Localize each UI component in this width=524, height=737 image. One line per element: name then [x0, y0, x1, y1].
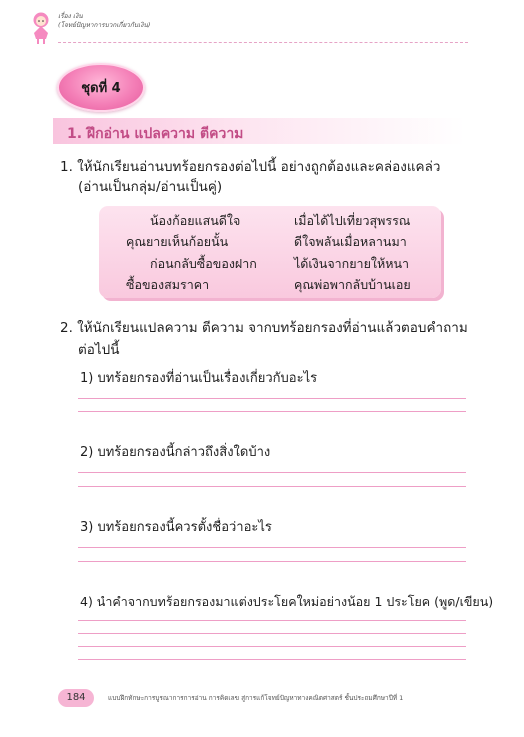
poem-left-line: คุณยายเห็นก้อยนั้น [126, 234, 229, 249]
poem-left-line: ซื้อของสมราคา [126, 277, 210, 292]
answer-line[interactable] [78, 646, 466, 647]
answer-line[interactable] [78, 561, 466, 562]
sub-question-2: 2) บทร้อยกรองนี้กล่าวถึงสิ่งใดบ้าง [80, 445, 271, 460]
poem-right-line: ได้เงินจากยายให้หนา [294, 256, 410, 271]
answer-line[interactable] [78, 547, 466, 548]
header-subtitle: (โจทย์ปัญหาการบวกเกี่ยวกับเงิน) [58, 21, 151, 29]
answer-line[interactable] [78, 486, 466, 487]
page-number: 184 [66, 692, 86, 703]
question-1-line-2: (อ่านเป็นกลุ่ม/อ่านเป็นคู่) [78, 179, 223, 195]
footer-text: แบบฝึกทักษะการบูรณาการการอ่าน การคิดเลข สู่การแก้โจทย์ปัญหาทางคณิตศาสตร์ ชั้นประถมศึกษาปีที่ 1 [108, 694, 404, 702]
section-title: 1. ฝึกอ่าน แปลความ ตีความ [67, 126, 244, 142]
poem-right-line: ดีใจพลันเมื่อหลานมา [294, 234, 407, 249]
header-divider [58, 42, 468, 43]
answer-line[interactable] [78, 620, 466, 621]
answer-line[interactable] [78, 633, 466, 634]
answer-line[interactable] [78, 398, 466, 399]
page-number-badge [58, 689, 94, 707]
sub-question-1: 1) บทร้อยกรองที่อ่านเป็นเรื่องเกี่ยวกับอะไร [80, 371, 318, 386]
poem-left-line: น้องก้อยแสนดีใจ [150, 213, 241, 228]
set-badge [57, 63, 145, 112]
girl-mascot-icon [30, 11, 52, 45]
question-2-line-1: 2. ให้นักเรียนแปลความ ตีความ จากบทร้อยกรองที่อ่านแล้วตอบคำถาม [60, 320, 468, 336]
set-label: ชุดที่ 4 [81, 81, 121, 96]
poem-right-line: คุณพ่อพากลับบ้านเอย [294, 277, 411, 292]
header-topic: เรื่อง เงิน [58, 12, 83, 20]
question-1-line-1: 1. ให้นักเรียนอ่านบทร้อยกรองต่อไปนี้ อย่างถูกต้องและคล่องแคล่ว [60, 159, 441, 175]
question-2-line-2: ต่อไปนี้ [78, 342, 120, 358]
poem-right-line: เมื่อได้ไปเที่ยวสุพรรณ [294, 213, 411, 228]
sub-question-4: 4) นำคำจากบทร้อยกรองมาแต่งประโยคใหม่อย่างน้อย 1 ประโยค (พูด/เขียน) [80, 594, 494, 609]
poem-left-line: ก่อนกลับซื้อของฝาก [150, 256, 257, 271]
answer-line[interactable] [78, 472, 466, 473]
answer-line[interactable] [78, 659, 466, 660]
sub-question-3: 3) บทร้อยกรองนี้ควรตั้งชื่อว่าอะไร [80, 520, 272, 535]
answer-line[interactable] [78, 411, 466, 412]
running-header [58, 12, 150, 30]
